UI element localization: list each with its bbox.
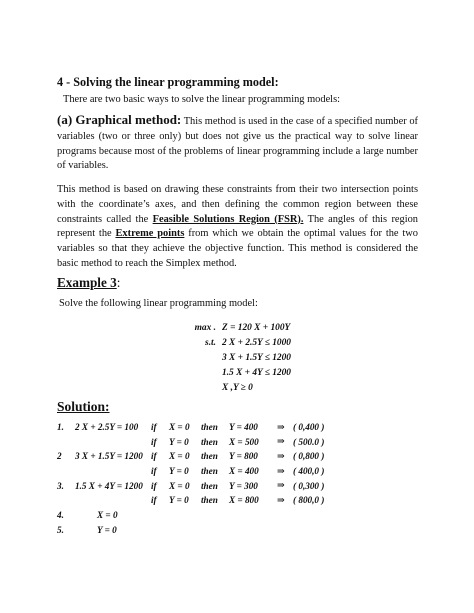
row-number: 5. (57, 525, 64, 535)
implies-arrow: ⇒ (277, 436, 285, 447)
then-word: then (201, 451, 218, 462)
section-heading: 4 - Solving the linear programming model: (57, 75, 279, 89)
implies-arrow: ⇒ (277, 421, 285, 432)
if-word: if (151, 480, 157, 491)
solution-row (57, 449, 343, 464)
section-intro: There are two basic ways to solve the linear programming models: (63, 94, 341, 105)
intersection-point: ( 500.0 ) (293, 436, 325, 447)
graphical-method-lead: (a) Graphical method: (57, 112, 182, 127)
model-row (176, 366, 291, 381)
solution-title: Solution: (57, 399, 110, 414)
constraint-equation: 1.5 X + 4Y = 1200 (75, 480, 143, 491)
solution-row (57, 464, 343, 479)
row-number: 3. (57, 480, 64, 491)
row-number (57, 493, 75, 508)
implies-arrow: ⇒ (277, 480, 285, 491)
axis-constraints (57, 508, 118, 538)
graphical-method-paragraph (57, 113, 418, 174)
if-word: if (151, 495, 157, 506)
model-expr: X ,Y ≥ 0 (222, 383, 253, 393)
intersection-point: ( 0,400 ) (293, 422, 325, 433)
then-word: then (201, 466, 218, 477)
row-number: 2 (57, 451, 62, 462)
solution-table (57, 420, 343, 508)
fsr-text-1: This method is based on drawing these constraints from their two intersection points with the coordinate’s axes, and then defining the common region between these constraints called the (57, 184, 418, 225)
constraint-equation (75, 435, 151, 450)
if-word: if (151, 466, 157, 477)
intersection-point: ( 0,800 ) (293, 451, 325, 462)
implies-arrow: ⇒ (277, 494, 285, 505)
model-row (176, 321, 291, 336)
model-expr: 1.5 X + 4Y ≤ 1200 (222, 368, 291, 378)
model-key: s.t. (205, 338, 216, 348)
example-heading (57, 275, 418, 291)
lp-model (176, 321, 291, 396)
constraint-equation: 3 X + 1.5Y = 1200 (75, 451, 143, 462)
condition: Y = 0 (169, 495, 189, 506)
implies-arrow: ⇒ (277, 450, 285, 461)
if-word: if (151, 422, 157, 433)
model-key: max . (194, 323, 216, 333)
model-expr: 2 X + 2.5Y ≤ 1000 (222, 338, 291, 348)
solution-row (57, 420, 343, 435)
model-row (176, 351, 291, 366)
implies-arrow: ⇒ (277, 465, 285, 476)
axis-row (57, 523, 118, 538)
result: Y = 800 (229, 451, 258, 462)
solution-row (57, 435, 343, 450)
row-number (57, 464, 75, 479)
constraint-equation: 2 X + 2.5Y = 100 (75, 422, 139, 433)
fsr-text-3: from which we obtain the optimal values for the two variables so that they achieve the objective function. This method is considered the basic method to reach the Simplex method. (57, 228, 418, 269)
intersection-point: ( 0,300 ) (293, 480, 325, 491)
model-expr: Z = 120 X + 100Y (222, 323, 291, 333)
if-word: if (151, 436, 157, 447)
graphical-method-text: This method is used in the case of a specified number of variables (two or three only) but does not give us the practical way to solve linear programs because most of the problems of linear programming include a large number of variables. (57, 116, 418, 172)
solve-instruction: Solve the following linear programming model: (59, 298, 258, 309)
condition: Y = 0 (169, 466, 189, 477)
condition: X = 0 (169, 451, 190, 462)
row-number: 1. (57, 422, 64, 433)
intersection-point: ( 400,0 ) (293, 466, 325, 477)
constraint-equation (75, 493, 151, 508)
then-word: then (201, 436, 218, 447)
model-expr: 3 X + 1.5Y ≤ 1200 (222, 353, 291, 363)
condition: X = 0 (169, 422, 190, 433)
example-colon: : (116, 275, 121, 290)
solution-row (57, 493, 343, 508)
condition: Y = 0 (169, 436, 189, 447)
result: X = 500 (229, 436, 259, 447)
extreme-points-term: Extreme points (115, 228, 185, 240)
fsr-text-2: The angles of this region represent the (57, 213, 418, 240)
result: X = 800 (229, 495, 259, 506)
row-number (57, 435, 75, 450)
condition: X = 0 (169, 480, 190, 491)
example-label: Example 3 (57, 275, 117, 290)
model-row (176, 336, 291, 351)
result: Y = 300 (229, 480, 258, 491)
axis-equation: X = 0 (97, 510, 118, 520)
fsr-term: Feasible Solutions Region (FSR). (152, 213, 304, 225)
then-word: then (201, 495, 218, 506)
model-row (176, 381, 291, 396)
fsr-paragraph (57, 183, 418, 272)
intersection-point: ( 800,0 ) (293, 495, 325, 506)
result: X = 400 (229, 466, 259, 477)
row-number: 4. (57, 510, 64, 520)
constraint-equation (75, 464, 151, 479)
then-word: then (201, 480, 218, 491)
result: Y = 400 (229, 422, 258, 433)
axis-row (57, 508, 118, 523)
if-word: if (151, 451, 157, 462)
solution-row (57, 478, 343, 493)
then-word: then (201, 422, 218, 433)
axis-equation: Y = 0 (97, 525, 117, 535)
